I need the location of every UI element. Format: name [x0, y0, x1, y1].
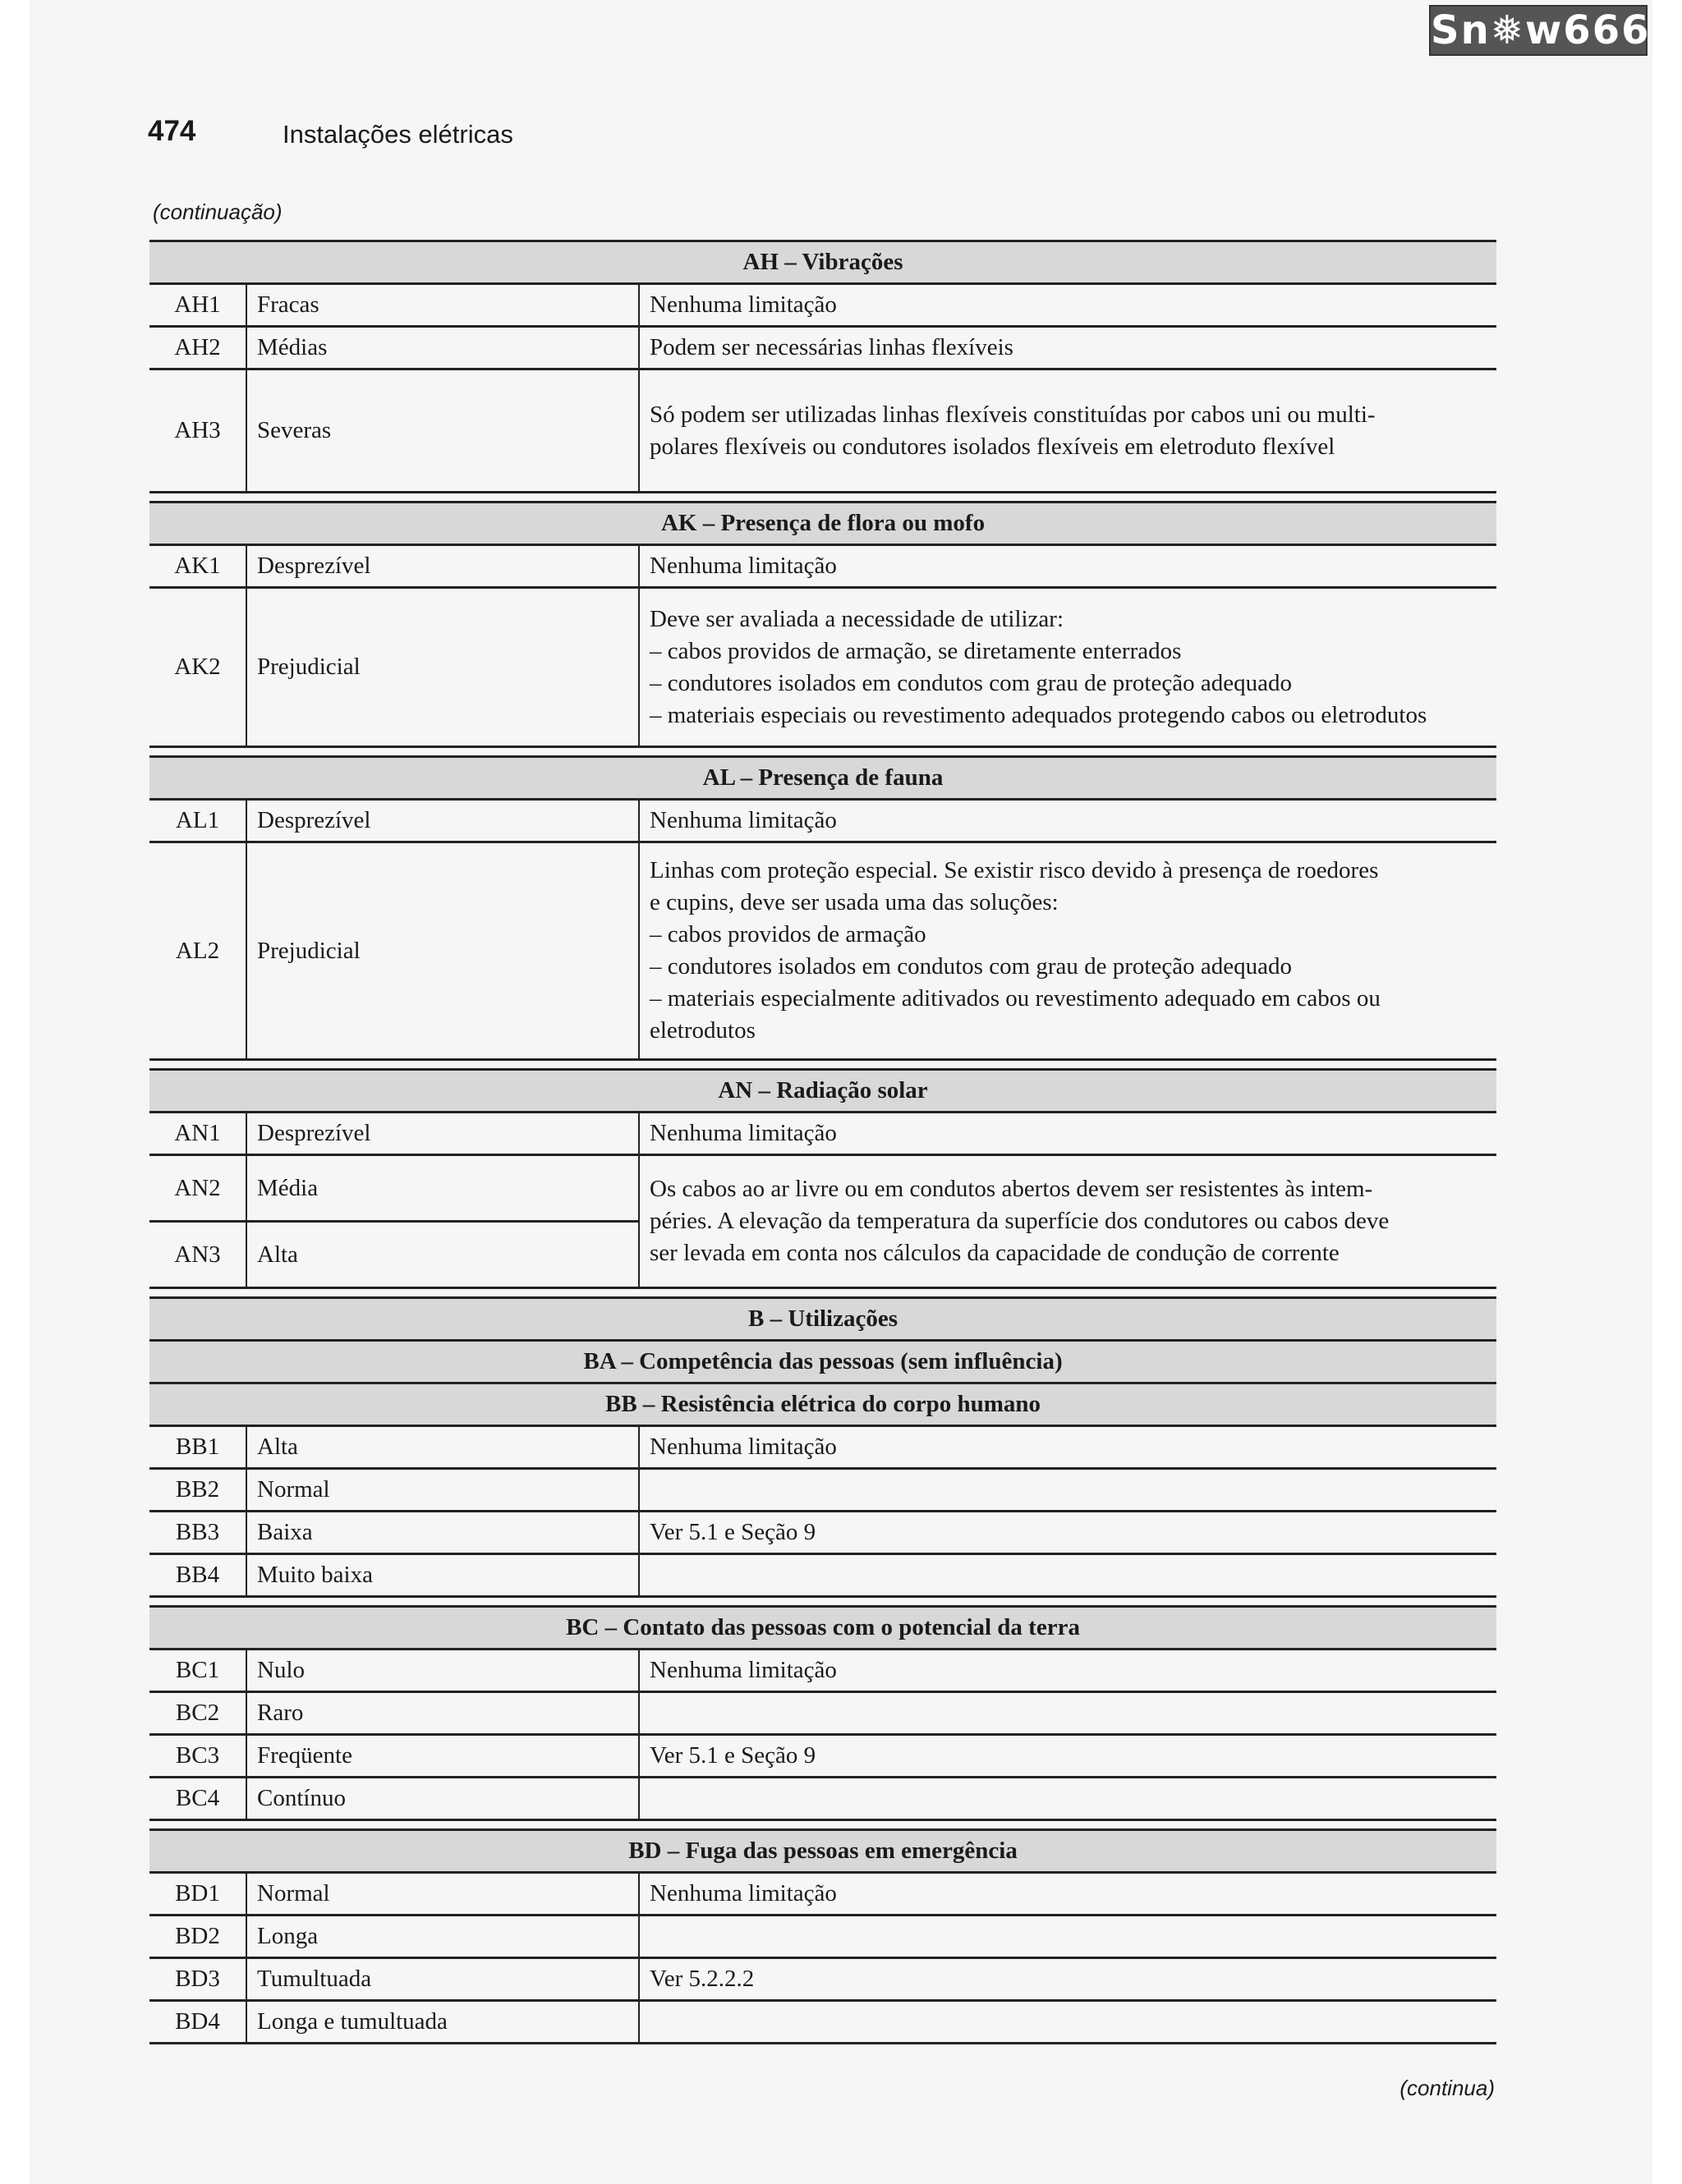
description-cell: Ver 5.1 e Seção 9 — [639, 1735, 1496, 1778]
description-cell: Só podem ser utilizadas linhas flexíveis constituídas por cabos uni ou multi- polares flexíveis ou condutores isolados flexíveis em eletroduto flexível — [639, 369, 1496, 493]
code-cell: AL2 — [149, 842, 246, 1060]
section-header-row — [149, 241, 1496, 284]
table-row — [149, 1873, 1496, 1916]
table-row — [149, 1512, 1496, 1554]
description-cell: Nenhuma limitação — [639, 1873, 1496, 1916]
name-cell: Desprezível — [246, 1113, 639, 1155]
section-header: AL – Presença de fauna — [149, 757, 1496, 800]
section-separator — [149, 1060, 1496, 1070]
description-cell — [639, 1692, 1496, 1735]
code-cell: BD1 — [149, 1873, 246, 1916]
table-row — [149, 1554, 1496, 1597]
section-separator — [149, 1597, 1496, 1607]
table-row — [149, 1958, 1496, 2001]
name-cell: Desprezível — [246, 800, 639, 842]
code-cell: BB1 — [149, 1426, 246, 1469]
table-row — [149, 2001, 1496, 2044]
continuation-note-bottom: (continua) — [1399, 2076, 1495, 2100]
section-header: AK – Presença de flora ou mofo — [149, 502, 1496, 545]
table-row — [149, 545, 1496, 588]
section-header-row — [149, 502, 1496, 545]
code-cell: BC4 — [149, 1778, 246, 1820]
section-header-row — [149, 1341, 1496, 1383]
code-cell: AK1 — [149, 545, 246, 588]
section-header-row — [149, 1070, 1496, 1113]
name-cell: Prejudicial — [246, 588, 639, 747]
description-cell — [639, 2001, 1496, 2044]
description-cell — [639, 1469, 1496, 1512]
separator-cell — [149, 1288, 1496, 1298]
code-cell: BB3 — [149, 1512, 246, 1554]
name-cell: Alta — [246, 1426, 639, 1469]
description-cell — [639, 1554, 1496, 1597]
code-cell: AN3 — [149, 1222, 246, 1288]
table-row — [149, 1469, 1496, 1512]
name-cell: Severas — [246, 369, 639, 493]
name-cell: Normal — [246, 1469, 639, 1512]
table-row — [149, 284, 1496, 327]
description-cell: Nenhuma limitação — [639, 1113, 1496, 1155]
name-cell: Médias — [246, 327, 639, 369]
page-number: 474 — [148, 115, 196, 147]
name-cell: Normal — [246, 1873, 639, 1916]
code-cell: BD3 — [149, 1958, 246, 2001]
code-cell: AH3 — [149, 369, 246, 493]
table-body — [149, 241, 1496, 2044]
table-row — [149, 1916, 1496, 1958]
name-cell: Desprezível — [246, 545, 639, 588]
table-row — [149, 1735, 1496, 1778]
section-separator — [149, 1820, 1496, 1830]
code-cell: AH1 — [149, 284, 246, 327]
section-header: BD – Fuga das pessoas em emergência — [149, 1830, 1496, 1873]
table-row — [149, 1649, 1496, 1692]
table-row — [149, 1113, 1496, 1155]
separator-cell — [149, 1820, 1496, 1830]
description-cell: Nenhuma limitação — [639, 1649, 1496, 1692]
description-cell: Nenhuma limitação — [639, 1426, 1496, 1469]
table-row — [149, 1155, 1496, 1222]
name-cell: Muito baixa — [246, 1554, 639, 1597]
code-cell: BD4 — [149, 2001, 246, 2044]
section-separator — [149, 493, 1496, 502]
table-row — [149, 369, 1496, 493]
description-cell: Linhas com proteção especial. Se existir risco devido à presença de roedores e cupins, deve ser usada uma das soluções: – cabos providos de armação – condutores isolados em condutos com grau de proteção adequado – materiais especialmente aditivados ou revestimento adequado em cabos ou eletrodutos — [639, 842, 1496, 1060]
section-header-row — [149, 1383, 1496, 1426]
watermark-logo: Sn❅w666 — [1429, 5, 1648, 56]
name-cell: Tumultuada — [246, 1958, 639, 2001]
name-cell: Nulo — [246, 1649, 639, 1692]
code-cell: AN1 — [149, 1113, 246, 1155]
section-separator — [149, 747, 1496, 757]
continuation-note-top: (continuação) — [153, 200, 283, 224]
description-cell: Ver 5.2.2.2 — [639, 1958, 1496, 2001]
separator-cell — [149, 1060, 1496, 1070]
section-header-row — [149, 757, 1496, 800]
section-header: BA – Competência das pessoas (sem influência) — [149, 1341, 1496, 1383]
description-cell — [639, 1778, 1496, 1820]
code-cell: BD2 — [149, 1916, 246, 1958]
description-cell: Podem ser necessárias linhas flexíveis — [639, 327, 1496, 369]
description-cell: Os cabos ao ar livre ou em condutos abertos devem ser resistentes às intem- péries. A elevação da temperatura da superfície dos condutores ou cabos deve ser levada em conta nos cálculos da capacidade de condução de corrente — [639, 1155, 1496, 1288]
code-cell: BC3 — [149, 1735, 246, 1778]
running-title: Instalações elétricas — [283, 120, 513, 149]
table-row — [149, 1426, 1496, 1469]
table-row — [149, 1778, 1496, 1820]
name-cell: Alta — [246, 1222, 639, 1288]
code-cell: BB2 — [149, 1469, 246, 1512]
name-cell: Raro — [246, 1692, 639, 1735]
code-cell: AN2 — [149, 1155, 246, 1222]
section-header: AH – Vibrações — [149, 241, 1496, 284]
name-cell: Fracas — [246, 284, 639, 327]
influences-table — [149, 240, 1496, 2044]
section-header-row — [149, 1607, 1496, 1649]
description-cell — [639, 1916, 1496, 1958]
separator-cell — [149, 1597, 1496, 1607]
table-row — [149, 588, 1496, 747]
description-cell: Nenhuma limitação — [639, 800, 1496, 842]
code-cell: AH2 — [149, 327, 246, 369]
description-cell: Nenhuma limitação — [639, 545, 1496, 588]
section-header-row — [149, 1830, 1496, 1873]
name-cell: Baixa — [246, 1512, 639, 1554]
section-header: AN – Radiação solar — [149, 1070, 1496, 1113]
name-cell: Longa — [246, 1916, 639, 1958]
description-cell: Nenhuma limitação — [639, 284, 1496, 327]
description-cell: Deve ser avaliada a necessidade de utilizar: – cabos providos de armação, se diretamente enterrados – condutores isolados em condutos com grau de proteção adequado – materiais especiais ou revestimento adequados protegendo cabos ou eletrodutos — [639, 588, 1496, 747]
description-cell: Ver 5.1 e Seção 9 — [639, 1512, 1496, 1554]
code-cell: BC2 — [149, 1692, 246, 1735]
code-cell: AL1 — [149, 800, 246, 842]
section-header: B – Utilizações — [149, 1298, 1496, 1341]
name-cell: Freqüente — [246, 1735, 639, 1778]
name-cell: Prejudicial — [246, 842, 639, 1060]
section-header: BC – Contato das pessoas com o potencial da terra — [149, 1607, 1496, 1649]
table-row — [149, 327, 1496, 369]
separator-cell — [149, 747, 1496, 757]
name-cell: Média — [246, 1155, 639, 1222]
table-row — [149, 842, 1496, 1060]
table-row — [149, 1692, 1496, 1735]
section-separator — [149, 1288, 1496, 1298]
section-header: BB – Resistência elétrica do corpo humano — [149, 1383, 1496, 1426]
table-row — [149, 800, 1496, 842]
section-header-row — [149, 1298, 1496, 1341]
code-cell: BB4 — [149, 1554, 246, 1597]
name-cell: Longa e tumultuada — [246, 2001, 639, 2044]
separator-cell — [149, 493, 1496, 502]
code-cell: BC1 — [149, 1649, 246, 1692]
name-cell: Contínuo — [246, 1778, 639, 1820]
code-cell: AK2 — [149, 588, 246, 747]
